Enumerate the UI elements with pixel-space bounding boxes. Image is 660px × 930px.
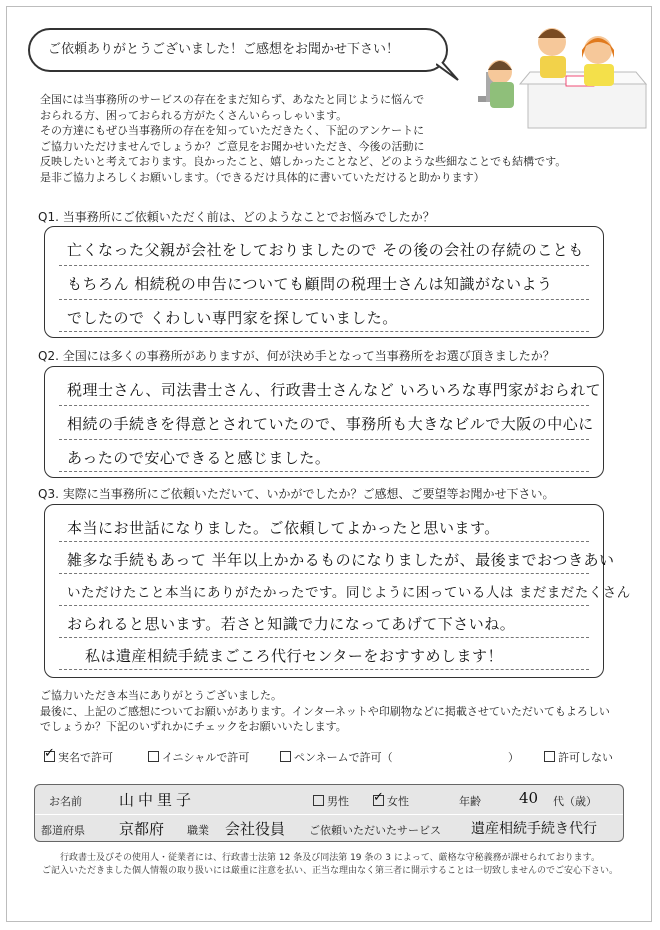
prefecture-label: 都道府県 xyxy=(41,824,85,837)
gender-female: ✓ 女性 xyxy=(373,793,409,809)
answer-line: 雑多な手続もあって 半年以上かかるものになりましたが、最後までおつきあい xyxy=(67,551,615,569)
header-title: ご依頼ありがとうございました！ご感想をお聞かせ下さい！ xyxy=(28,28,448,72)
intro-line: おられる方、困っておられる方がたくさんいらっしゃいます。 xyxy=(40,108,348,122)
consultation-illustration xyxy=(470,12,650,144)
age-suffix: 代（歳） xyxy=(553,795,597,808)
intro-line: 全国には当事務所のサービスの存在をまだ知らず、あなたと同じように悩んで xyxy=(40,93,425,106)
consent-deny[interactable]: 許可しない xyxy=(544,749,613,765)
answer-line: 亡くなった父親が会社をしておりましたので その後の会社の存続のことも xyxy=(67,241,584,259)
name-label: お名前 xyxy=(49,795,82,808)
question-1-answer-box xyxy=(44,226,604,338)
footer-line: ご記入いただきました個人情報の取り扱いには厳重に注意を払い、正当な理由なく第三者に開示することは一切致しませんのでご安心下さい。 xyxy=(41,866,618,876)
prefecture-value: 京都府 xyxy=(119,820,165,838)
question-1-title: Q1. 当事務所にご依頼いただく前は、どのようなことでお悩みでしたか？ xyxy=(38,210,435,224)
service-value: 遺産相続手続き代行 xyxy=(471,821,597,837)
job-value: 会社役員 xyxy=(225,820,286,838)
answer-line: あったので安心できると感じました。 xyxy=(67,449,331,467)
age-label: 年齢 xyxy=(459,795,481,808)
answer-line: でしたので くわしい専門家を探していました。 xyxy=(67,309,398,327)
question-2-answer-box xyxy=(44,366,604,478)
intro-line: ご協力いただけませんでしょうか？ご意見をお聞かせいただき、今後の活動に xyxy=(40,139,425,153)
consent-pen-close: ） xyxy=(508,751,519,764)
thanks-text xyxy=(40,688,630,735)
question-2-title: Q2. 全国には多くの事務所がありますが、何が決め手となって当事務所をお選び頂きましたか？ xyxy=(38,349,555,363)
thanks-line: でしょうか？下記のいずれかにチェックをお願いいたします。 xyxy=(40,720,347,733)
checkbox-icon[interactable] xyxy=(544,751,555,762)
consent-pen-name[interactable]: ペンネームで許可（ xyxy=(280,749,393,765)
service-label: ご依頼いただいたサービス xyxy=(309,824,441,837)
answer-line: 本当にお世話になりました。ご依頼してよかったと思います。 xyxy=(67,519,500,537)
answer-line: おられると思います。若さと知識で力になってあげて下さいね。 xyxy=(67,615,516,633)
thanks-line: 最後に、上記のご感想についてお願いがあります。インターネットや印刷物などに掲載させていただいてもよろしい xyxy=(40,704,610,718)
consent-initial[interactable]: イニシャルで許可 xyxy=(148,749,249,765)
answer-line: もちろん 相続税の申告についても顧問の税理士さんは知識がないよう xyxy=(67,275,553,293)
checkbox-icon[interactable] xyxy=(280,751,291,762)
gender-male: 男性 xyxy=(313,793,349,809)
consent-options xyxy=(44,749,634,769)
thanks-line: ご協力いただき本当にありがとうございました。 xyxy=(40,689,282,702)
intro-text xyxy=(40,92,567,185)
respondent-info xyxy=(34,784,624,842)
checkbox-checked-icon[interactable] xyxy=(373,795,384,806)
job-label: 職業 xyxy=(187,824,209,837)
checkbox-icon[interactable] xyxy=(148,751,159,762)
consent-real-name[interactable]: ✓実名で許可 xyxy=(44,749,113,765)
footer-line: 行政書士及びその使用人・従業者には、行政書士法第 12 条及び同法第 19 条の 3 によって、厳格な守秘義務が課せられております。 xyxy=(60,853,600,863)
age-value: 40 xyxy=(519,789,539,807)
name-value: 山中里子 xyxy=(119,791,196,809)
intro-line: その方達にもぜひ当事務所の存在を知っていただきたく、下記のアンケートに xyxy=(40,124,425,137)
checkbox-checked-icon[interactable] xyxy=(44,751,55,762)
bubble-tail xyxy=(436,62,460,82)
intro-line: 是非ご協力よろしくお願いします。（できるだけ具体的に書いていただけると助かります） xyxy=(40,170,485,184)
checkbox-icon[interactable] xyxy=(313,795,324,806)
question-3-title: Q3. 実際に当事務所にご依頼いただいて、いかがでしたか？ご感想、ご要望等お聞かせ下さい。 xyxy=(38,487,555,501)
intro-line: 反映したいと考えております。良かったこと、嬉しかったことなど、どのような些細なことでも結構です。 xyxy=(40,155,567,168)
privacy-footer xyxy=(0,852,660,878)
answer-line: 税理士さん、司法書士さん、行政書士さんなど いろいろな専門家がおられて xyxy=(67,381,602,399)
question-3-answer-box xyxy=(44,504,631,678)
answer-line: 私は遺産相続手続まごころ代行センターをおすすめします！ xyxy=(85,647,504,665)
answer-line: 相続の手続きを得意とされていたので、事務所も大きなビルで大阪の中心に xyxy=(67,415,594,433)
answer-line: いただけたこと本当にありがたかったです。同じように困っている人は まだまだたくさん xyxy=(67,585,631,601)
